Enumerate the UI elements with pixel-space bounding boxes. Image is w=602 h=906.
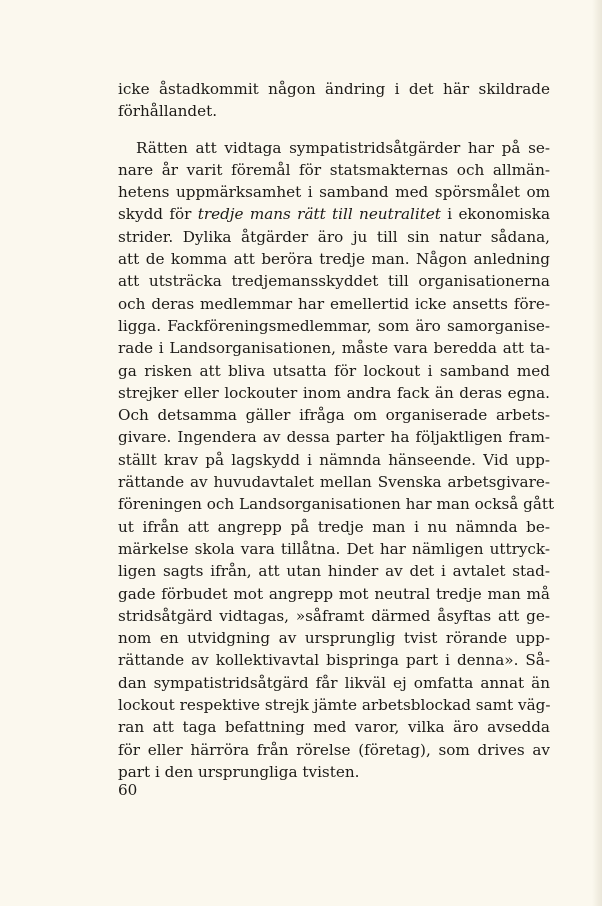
body-text [118, 78, 555, 783]
text-line: Rätten att vidtaga sympatistridsåtgärder har på se- [136, 138, 550, 157]
text-line: icke åstadkommit någon ändring i det här skildrade [118, 80, 550, 98]
text-segment: i ekonomiska [440, 205, 551, 224]
italic-phrase: tredje mans rätt till neutralitet [197, 205, 441, 224]
text-line: stridsåtgärd vidtagas, »såframt därmed åsyftas att ge- [118, 606, 550, 625]
text-line: lockout respektive strejk jämte arbetsblockad samt väg- [118, 696, 551, 715]
text-line: och deras medlemmar har emellertid icke ansetts före- [118, 294, 550, 313]
text-line: för eller härröra från rörelse (företag), som drives av [118, 740, 550, 759]
text-line: rättande av kollektivavtal bispringa part i denna». Så- [118, 651, 550, 670]
text-line: märkelse skola vara tillåtna. Det har nämligen uttryck- [118, 539, 550, 558]
text-line: att de komma att beröra tredje man. Någon anledning [118, 250, 550, 269]
text-line-with-italic [118, 203, 550, 225]
page-edge-shadow [592, 0, 602, 906]
text-line: ligen sagts ifrån, att utan hinder av det i avtalet stad- [118, 562, 550, 581]
text-line: givare. Ingendera av dessa parter ha följaktligen fram- [118, 428, 550, 447]
text-line: dan sympatistridsåtgärd får likväl ej omfatta annat än [118, 673, 550, 692]
text-line: ställt krav på lagskydd i nämnda hänseende. Vid upp- [118, 450, 550, 469]
text-line: ran att taga befattning med varor, vilka äro avsedda [118, 718, 550, 737]
text-line: part i den ursprungliga tvisten. [118, 762, 360, 781]
paragraph-continuation [118, 78, 550, 123]
text-line: föreningen och Landsorganisationen har man också gått [118, 495, 555, 514]
text-line: ligga. Fackföreningsmedlemmar, som äro samorganise- [118, 316, 550, 335]
text-segment: skydd för [118, 205, 198, 224]
text-line: strider. Dylika åtgärder äro ju till sin natur sådana, [118, 227, 550, 246]
paragraph [118, 137, 555, 784]
text-line: hetens uppmärksamhet i samband med spörsmålet om [118, 183, 550, 202]
text-line: ga risken att bliva utsatta för lockout i samband med [118, 361, 550, 380]
text-line: nom en utvidgning av ursprunglig tvist rörande upp- [118, 629, 550, 648]
text-line: rättande av huvudavtalet mellan Svenska arbetsgivare- [118, 473, 550, 492]
text-line: gade förbudet mot angrepp mot neutral tredje man må [118, 584, 550, 603]
text-line: rade i Landsorganisationen, måste vara beredda att ta- [118, 339, 550, 358]
text-line: strejker eller lockouter inom andra fack än deras egna. [118, 383, 550, 402]
text-line: ut ifrån att angrepp på tredje man i nu nämnda be- [118, 517, 550, 536]
text-line: att utsträcka tredjemansskyddet till organisationerna [118, 272, 550, 291]
text-line: förhållandet. [118, 102, 218, 121]
text-line: nare år varit föremål för statsmakternas och allmän- [118, 160, 550, 179]
text-line: Och detsamma gäller ifråga om organiserade arbets- [118, 406, 550, 425]
page-number: 60 [118, 781, 138, 799]
